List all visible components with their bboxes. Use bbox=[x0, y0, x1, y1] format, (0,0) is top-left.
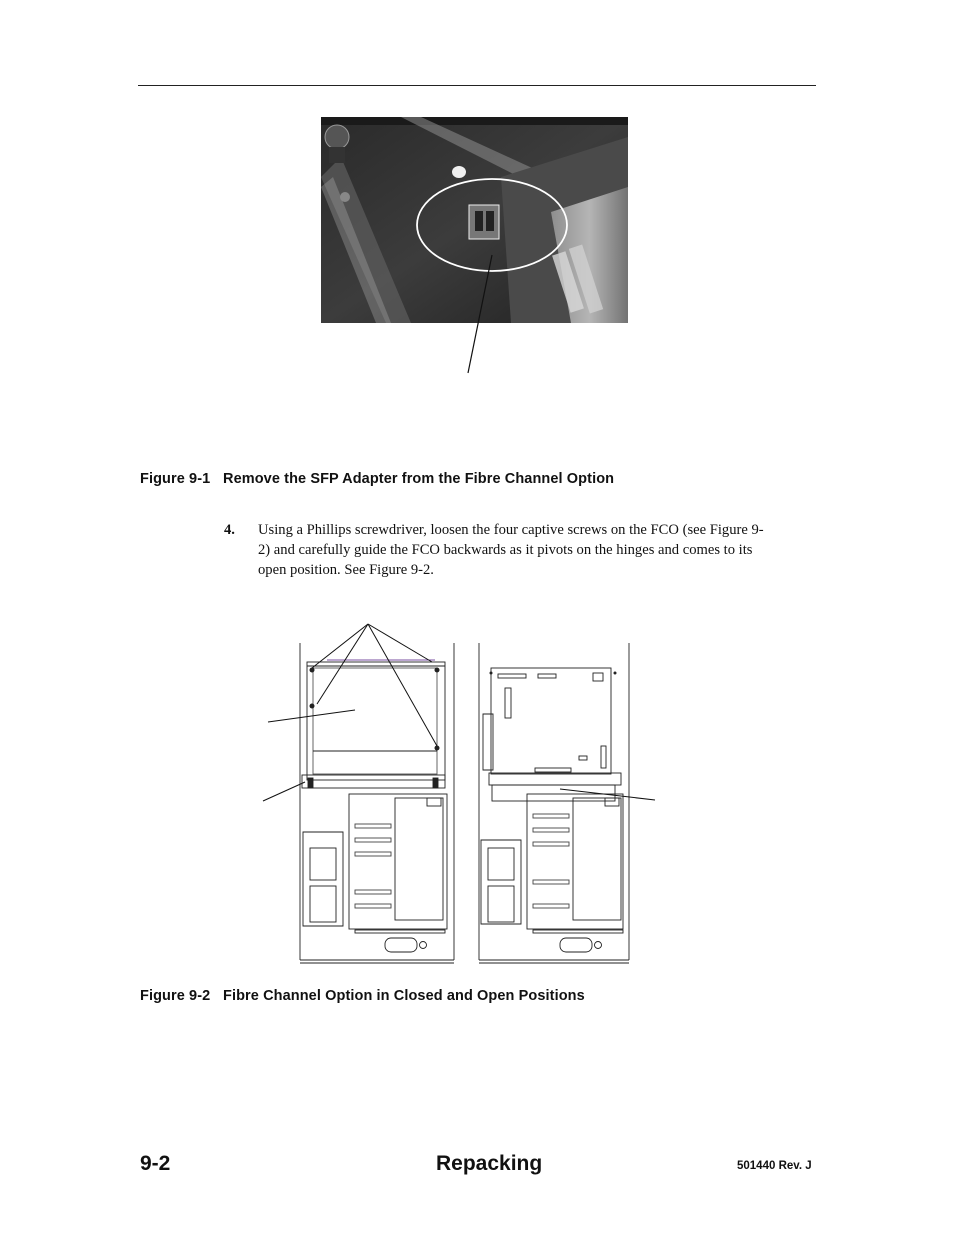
figure-title: Fibre Channel Option in Closed and Open Positions bbox=[223, 988, 585, 1004]
figure-number: Figure 9-1 bbox=[140, 471, 211, 487]
header-rule bbox=[138, 85, 816, 86]
section-title: Repacking bbox=[436, 1152, 543, 1175]
page-number: 9-2 bbox=[140, 1152, 171, 1175]
doc-revision: 501440 Rev. J bbox=[737, 1160, 812, 1172]
step-number: 4. bbox=[224, 522, 235, 538]
step-text: Using a Phillips screwdriver, loosen the four captive screws on the FCO (see Figure 9-2) and carefully guide the FCO backwards as it pivots on the hinges and comes to its open position. See Figure 9-2. bbox=[258, 522, 764, 578]
figure-9-2-caption bbox=[140, 988, 585, 1004]
figure-9-1-caption bbox=[140, 471, 614, 487]
figure-title: Remove the SFP Adapter from the Fibre Channel Option bbox=[223, 471, 615, 487]
sfp-adapter-photo bbox=[321, 117, 628, 323]
figure-number: Figure 9-2 bbox=[140, 988, 211, 1004]
fco-diagram bbox=[255, 618, 675, 968]
